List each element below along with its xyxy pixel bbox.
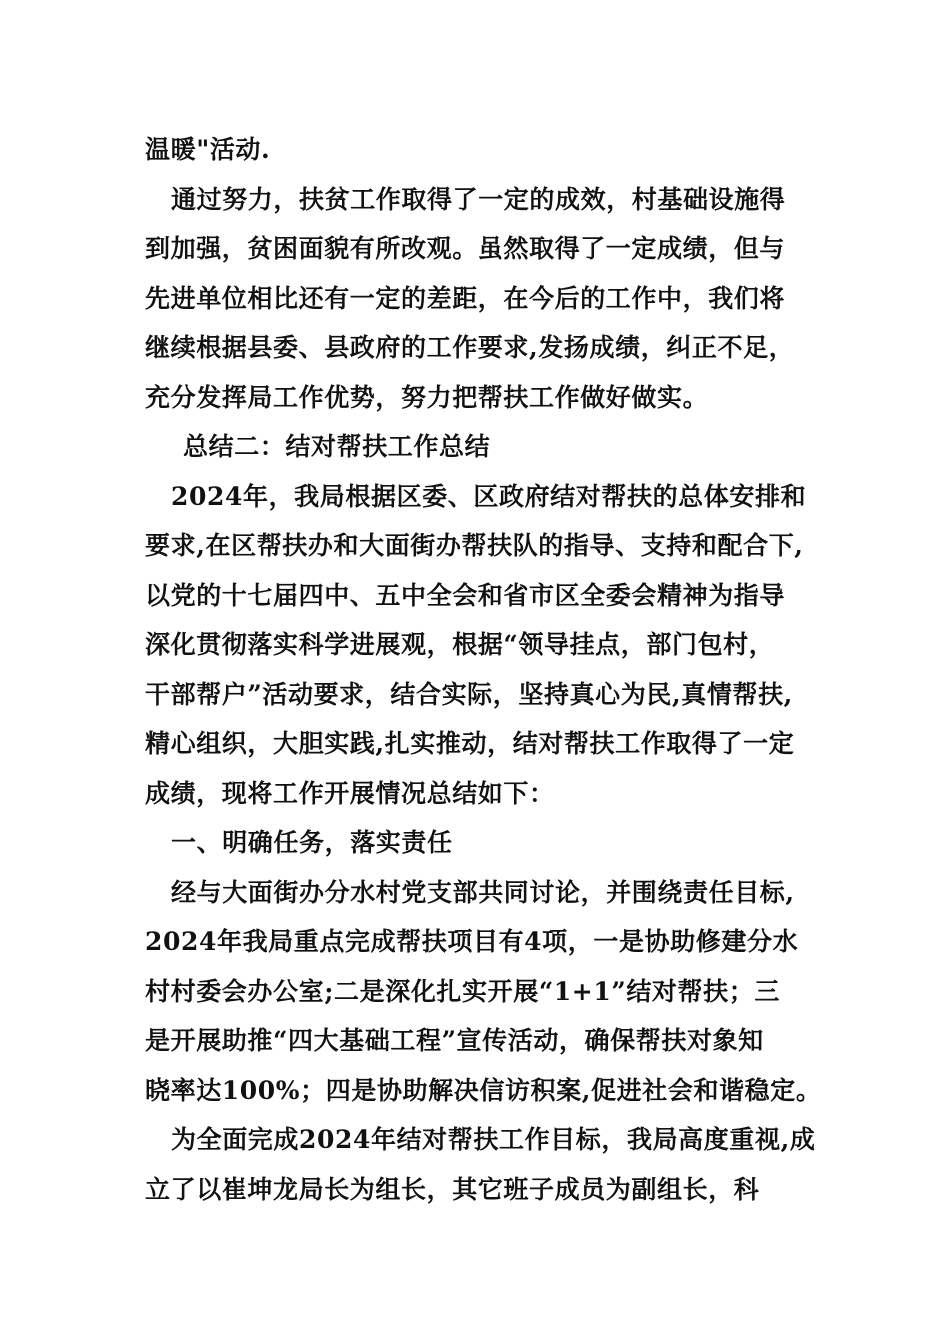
paragraph-line: 先进单位相比还有一定的差距，在今后的工作中，我们将 [145,283,786,313]
paragraph-line: 精心组织，大胆实践,扎实推动，结对帮扶工作取得了一定 [145,729,795,758]
paragraph-line: 深化贯彻落实科学进展观，根据“领导挂点，部门包村， [145,630,775,659]
paragraph-line: 是开展助推“四大基础工程”宣传活动，确保帮扶对象知 [145,1026,764,1055]
paragraph-line: 村村委会办公室;二是深化扎实开展“1+1”结对帮扶；三 [145,976,780,1006]
paragraph-line: 要求,在区帮扶办和大面街办帮扶队的指导、支持和配合下, [145,531,804,560]
paragraph-line: 为全面完成2024年结对帮扶工作目标，我局高度重视,成 [171,1125,816,1154]
paragraph-line: 晓率达100%；四是协助解决信访积案,促进社会和谐稳定。 [145,1075,822,1105]
paragraph-line: 以党的十七届四中、五中全会和省市区全委会精神为指导 [145,580,786,610]
paragraph-line: 经与大面街办分水村党支部共同讨论，并围绕责任目标, [171,877,795,907]
paragraph-line: 充分发挥局工作优势，努力把帮扶工作做好做实。 [145,382,709,412]
section-heading: 总结二：结对帮扶工作总结 [183,432,491,461]
paragraph-line: 成绩，现将工作开展情况总结如下： [145,778,555,808]
paragraph-line: 通过努力，扶贫工作取得了一定的成效，村基础设施得 [171,184,786,214]
section-heading: 一、明确任务，落实责任 [171,828,453,857]
paragraph-line: 2024年，我局根据区委、区政府结对帮扶的总体安排和 [171,481,807,511]
paragraph-line: 干部帮户”活动要求，结合实际，坚持真心为民,真情帮扶, [145,679,793,709]
paragraph-line: 立了以崔坤龙局长为组长，其它班子成员为副组长，科 [145,1174,760,1204]
document-body [145,125,822,1214]
paragraph-line: 继续根据县委、县政府的工作要求,发扬成绩，纠正不足， [145,333,795,362]
paragraph-line: 2024年我局重点完成帮扶项目有4项，一是协助修建分水 [145,927,799,956]
paragraph-line: 温暖"活动. [145,135,271,164]
paragraph-line: 到加强，贫困面貌有所改观。虽然取得了一定成绩，但与 [145,234,786,263]
